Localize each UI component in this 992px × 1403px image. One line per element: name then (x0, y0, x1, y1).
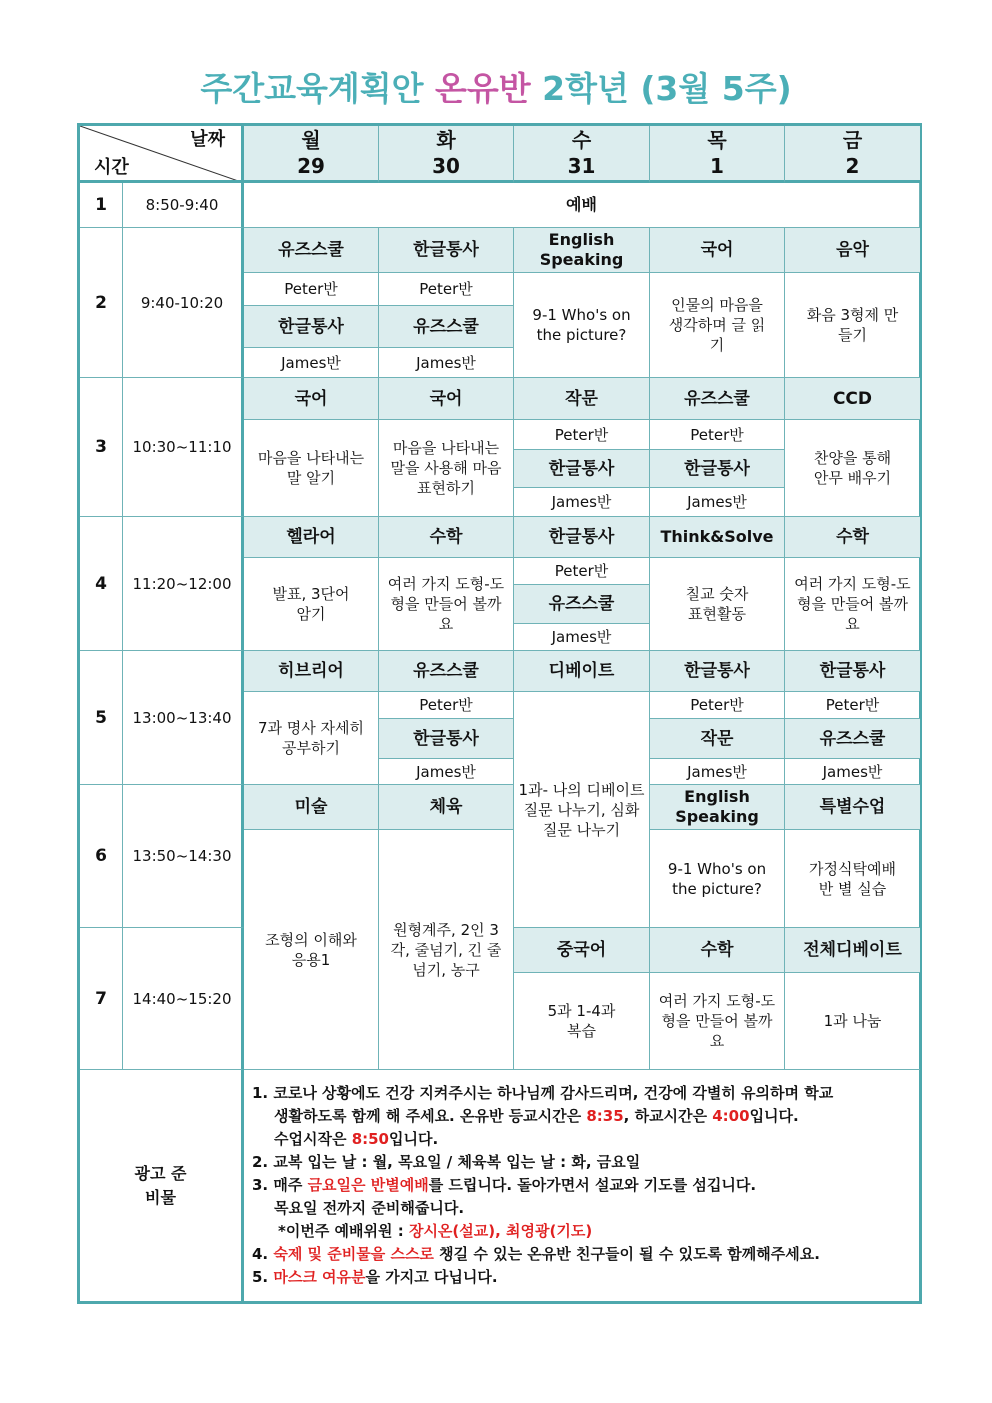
period-time: 10:30~11:10 (123, 378, 244, 517)
day-date: 30 (432, 154, 460, 178)
class-label: Peter반 (514, 558, 650, 585)
class-label: James반 (650, 488, 785, 517)
lesson-content: 9-1 Who's on the picture? (650, 830, 785, 928)
subject-header: English Speaking (514, 228, 650, 273)
period-time: 8:50-9:40 (123, 183, 244, 228)
notes-label: 광고 준비물 (80, 1070, 244, 1302)
class-label: James반 (514, 624, 650, 651)
subject-header: 한글통사 (244, 306, 379, 348)
subject-header: 음악 (785, 228, 920, 273)
subject-header: 한글통사 (650, 651, 785, 692)
subject-header: 한글통사 (785, 651, 920, 692)
class-label: Peter반 (650, 692, 785, 719)
note-1-line-c: 수업시작은 8:50입니다. (274, 1130, 439, 1148)
header-day-mon (244, 126, 379, 183)
weekly-schedule-table (77, 123, 922, 1304)
day-name: 화 (436, 128, 456, 152)
lesson-content: 화음 3형제 만들기 (785, 273, 920, 378)
lesson-content: 여러 가지 도형-도형을 만들어 볼까요 (379, 558, 514, 651)
subject-header: 유즈스쿨 (650, 378, 785, 420)
corner-time-label: 시간 (94, 157, 129, 178)
lesson-content: 마음을 나타내는 말 알기 (244, 420, 379, 517)
lesson-content: 마음을 나타내는 말을 사용해 마음 표현하기 (379, 420, 514, 517)
period-number: 4 (80, 517, 123, 651)
title-main: 주간교육계획안 (200, 69, 424, 108)
subject-header: 한글통사 (514, 517, 650, 558)
note-4: 4. 숙제 및 준비물을 스스로 챙길 수 있는 온유반 친구들이 될 수 있도록 함께해주세요. (252, 1245, 820, 1263)
note-3-line-b: 목요일 전까지 준비해줍니다. (274, 1199, 465, 1217)
period-time: 14:40~15:20 (123, 928, 244, 1070)
class-start-time: 8:50 (351, 1130, 389, 1148)
class-label: Peter반 (514, 420, 650, 450)
lesson-content: 1과- 나의 디베이트 질문 나누기, 심화질문 나누기 (514, 692, 650, 928)
subject-header: 유즈스쿨 (379, 306, 514, 348)
period-time: 13:00~13:40 (123, 651, 244, 785)
lesson-content: 발표, 3단어 암기 (244, 558, 379, 651)
class-label: Peter반 (379, 692, 514, 719)
subject-header: English Speaking (650, 785, 785, 830)
subject-header: CCD (785, 378, 920, 420)
lesson-content: 여러 가지 도형-도형을 만들어 볼까요 (650, 973, 785, 1070)
day-date: 1 (710, 154, 724, 178)
subject-header: 수학 (785, 517, 920, 558)
header-day-thu (650, 126, 785, 183)
subject-header: 전체디베이트 (785, 928, 920, 973)
subject-header: 디베이트 (514, 651, 650, 692)
arrival-time: 8:35 (586, 1107, 624, 1125)
subject-header: 한글통사 (379, 228, 514, 273)
subject-header: 한글통사 (650, 450, 785, 488)
subject-header: 특별수업 (785, 785, 920, 830)
header-day-wed (514, 126, 650, 183)
subject-header: 유즈스쿨 (379, 651, 514, 692)
class-label: James반 (379, 759, 514, 785)
subject-header: Think&Solve (650, 517, 785, 558)
lesson-content: 조형의 이해와 응용1 (244, 830, 379, 1070)
class-label: Peter반 (379, 273, 514, 306)
subject-header: 국어 (650, 228, 785, 273)
lesson-content: 원형계주, 2인 3각, 줄넘기, 긴 줄넘기, 농구 (379, 830, 514, 1070)
day-date: 2 (845, 154, 860, 178)
subject-header: 유즈스쿨 (514, 585, 650, 624)
note-2: 2. 교복 입는 날 : 월, 목요일 / 체육복 입는 날 : 화, 금요일 (252, 1153, 641, 1171)
period-number: 2 (80, 228, 123, 378)
class-label: James반 (244, 348, 379, 378)
header-day-fri (785, 126, 920, 183)
subject-header: 국어 (379, 378, 514, 420)
class-label: James반 (785, 759, 920, 785)
class-label: Peter반 (650, 420, 785, 450)
subject-header: 미술 (244, 785, 379, 830)
lesson-content: 9-1 Who's on the picture? (514, 273, 650, 378)
period-time: 13:50~14:30 (123, 785, 244, 928)
subject-header: 체육 (379, 785, 514, 830)
lesson-content: 1과 나눔 (785, 973, 920, 1070)
day-name: 월 (301, 128, 321, 152)
period-number: 1 (80, 183, 123, 228)
notes-content (244, 1070, 920, 1302)
day-date: 31 (567, 154, 596, 178)
corner-date-label: 날짜 (190, 129, 225, 150)
note-1-line-b: 생활하도록 함께 해 주세요. 온유반 등교시간은 8:35, 하교시간은 4:00입니다. (274, 1107, 799, 1125)
subject-header: 작문 (650, 719, 785, 759)
subject-header: 유즈스쿨 (785, 719, 920, 759)
period-number: 7 (80, 928, 123, 1070)
lesson-content: 가정식탁예배 반 별 실습 (785, 830, 920, 928)
lesson-content: 찬양을 통해 안무 배우기 (785, 420, 920, 517)
header-day-tue (379, 126, 514, 183)
period-number: 5 (80, 651, 123, 785)
class-label: James반 (514, 488, 650, 517)
period-number: 6 (80, 785, 123, 928)
period-number: 3 (80, 378, 123, 517)
note-3-line-a: 3. 매주 금요일은 반별예배를 드립니다. 돌아가면서 설교와 기도를 섬깁니다. (252, 1176, 757, 1194)
title-grade-week: 2학년 (3월 5주) (542, 69, 792, 108)
page-title (0, 66, 992, 112)
dismissal-time: 4:00 (712, 1107, 750, 1125)
lesson-content: 5과 1-4과 복습 (514, 973, 650, 1070)
period-time: 9:40-10:20 (123, 228, 244, 378)
note-1-line-a: 1. 코로나 상황에도 건강 지켜주시는 하나님께 감사드리며, 건강에 각별히 유의하며 학교 (252, 1084, 834, 1102)
subject-header: 한글통사 (379, 719, 514, 759)
subject-header: 국어 (244, 378, 379, 420)
subject-header: 헬라어 (244, 517, 379, 558)
lesson-content: 인물의 마음을 생각하며 글 읽기 (650, 273, 785, 378)
class-label: James반 (650, 759, 785, 785)
corner-cell (80, 126, 244, 183)
subject-header: 유즈스쿨 (244, 228, 379, 273)
lesson-content: 칠교 숫자 표현활동 (650, 558, 785, 651)
class-label: Peter반 (244, 273, 379, 306)
worship-cell: 예배 (244, 183, 920, 228)
note-3-line-c: *이번주 예배위원 : 장시온(설교), 최영광(기도) (278, 1222, 593, 1240)
day-name: 금 (842, 128, 863, 152)
note-5: 5. 마스크 여유분을 가지고 다닙니다. (252, 1268, 498, 1286)
title-class: 온유반 (434, 69, 531, 108)
day-date: 29 (297, 154, 325, 178)
day-name: 수 (571, 128, 592, 152)
subject-header: 중국어 (514, 928, 650, 973)
period-time: 11:20~12:00 (123, 517, 244, 651)
subject-header: 수학 (379, 517, 514, 558)
class-label: Peter반 (785, 692, 920, 719)
subject-header: 히브리어 (244, 651, 379, 692)
lesson-content: 7과 명사 자세히 공부하기 (244, 692, 379, 785)
day-name: 목 (707, 128, 727, 152)
subject-header: 수학 (650, 928, 785, 973)
subject-header: 한글통사 (514, 450, 650, 488)
subject-header: 작문 (514, 378, 650, 420)
lesson-content: 여러 가지 도형-도형을 만들어 볼까요 (785, 558, 920, 651)
class-label: James반 (379, 348, 514, 378)
